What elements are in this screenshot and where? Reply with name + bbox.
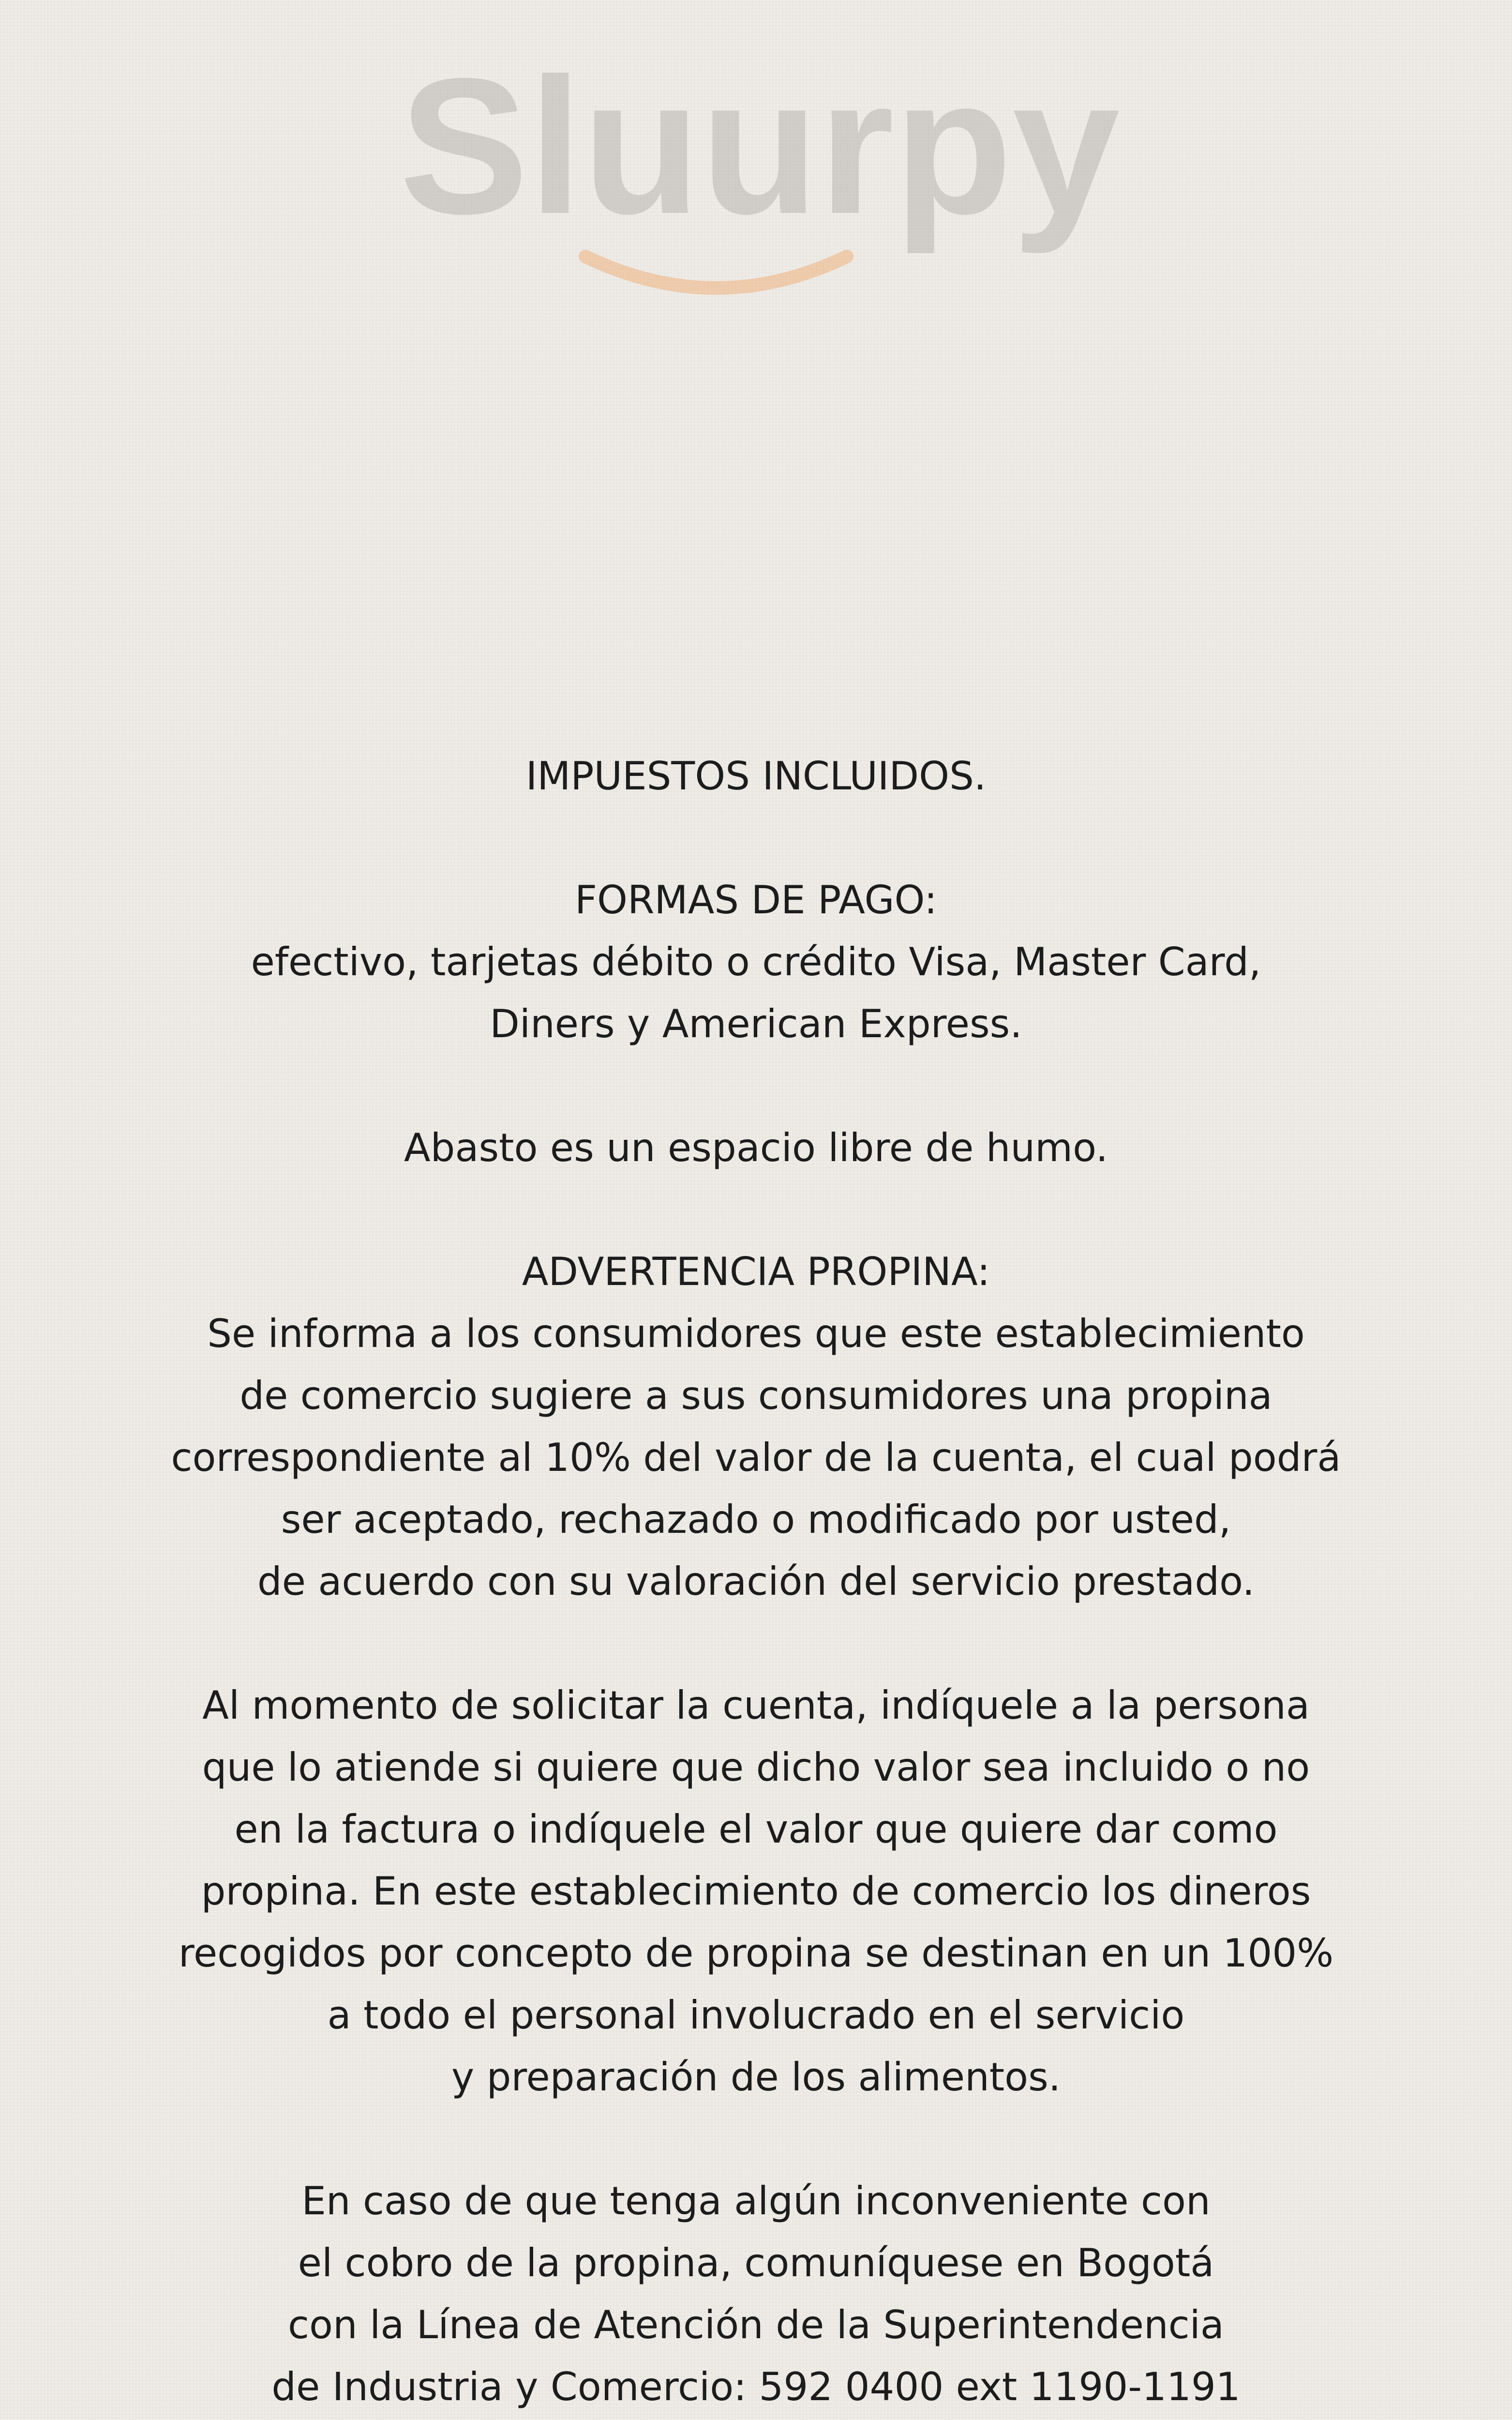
tip-request-line: propina. En este establecimiento de comercio los dineros: [201, 1869, 1311, 1914]
smoke-free-block: [0, 1117, 1512, 1179]
complaints-line: el cobro de la propina, comuníquese en Bogotá: [298, 2240, 1214, 2285]
tip-request-line: a todo el personal involucrado en el servicio: [327, 1993, 1185, 2038]
tip-request-line: que lo atiende si quiere que dicho valor sea incluido o no: [202, 1745, 1310, 1790]
tip-warning-line: de comercio sugiere a sus consumidores una propina: [240, 1373, 1272, 1418]
tip-request-line: recogidos por concepto de propina se destinan en un 100%: [178, 1931, 1334, 1976]
tip-warning-block: [0, 1241, 1512, 1613]
tip-request-block: [0, 1675, 1512, 2108]
payment-block: [0, 869, 1512, 1055]
notice-content: [0, 745, 1512, 2420]
tip-warning-line: Se informa a los consumidores que este establecimiento: [207, 1311, 1305, 1356]
tip-warning-line: ser aceptado, rechazado o modificado por usted,: [281, 1497, 1231, 1542]
complaints-line: con la Línea de Atención de la Superintendencia: [288, 2302, 1224, 2347]
tip-warning-line: correspondiente al 10% del valor de la cuenta, el cual podrá: [171, 1435, 1341, 1480]
payment-line: Diners y American Express.: [490, 1001, 1022, 1046]
watermark-brand-text: Sluurpy: [399, 48, 1120, 254]
complaints-line: [0, 2418, 1512, 2420]
taxes-block: [0, 745, 1512, 807]
payment-heading: FORMAS DE PAGO:: [574, 877, 938, 923]
tip-warning-heading: ADVERTENCIA PROPINA:: [522, 1249, 990, 1294]
tip-request-line: Al momento de solicitar la cuenta, indíquele a la persona: [202, 1683, 1310, 1728]
complaints-block: [0, 2170, 1512, 2420]
payment-line: efectivo, tarjetas débito o crédito Visa, Master Card,: [251, 939, 1261, 984]
smoke-free-notice: Abasto es un espacio libre de humo.: [404, 1125, 1108, 1170]
tip-request-line: en la factura o indíquele el valor que quiere dar como: [234, 1807, 1278, 1852]
sluurpy-logo-icon: [382, 48, 1137, 319]
complaints-line: de Industria y Comercio: 592 0400 ext 1190-1191: [271, 2364, 1241, 2409]
tip-request-line: y preparación de los alimentos.: [451, 2055, 1061, 2100]
complaints-line: En caso de que tenga algún inconveniente con: [301, 2178, 1211, 2223]
tip-warning-line: de acuerdo con su valoración del servicio prestado.: [257, 1559, 1255, 1604]
taxes-notice: IMPUESTOS INCLUIDOS.: [525, 754, 987, 799]
sluurpy-watermark-top: [382, 48, 1137, 319]
